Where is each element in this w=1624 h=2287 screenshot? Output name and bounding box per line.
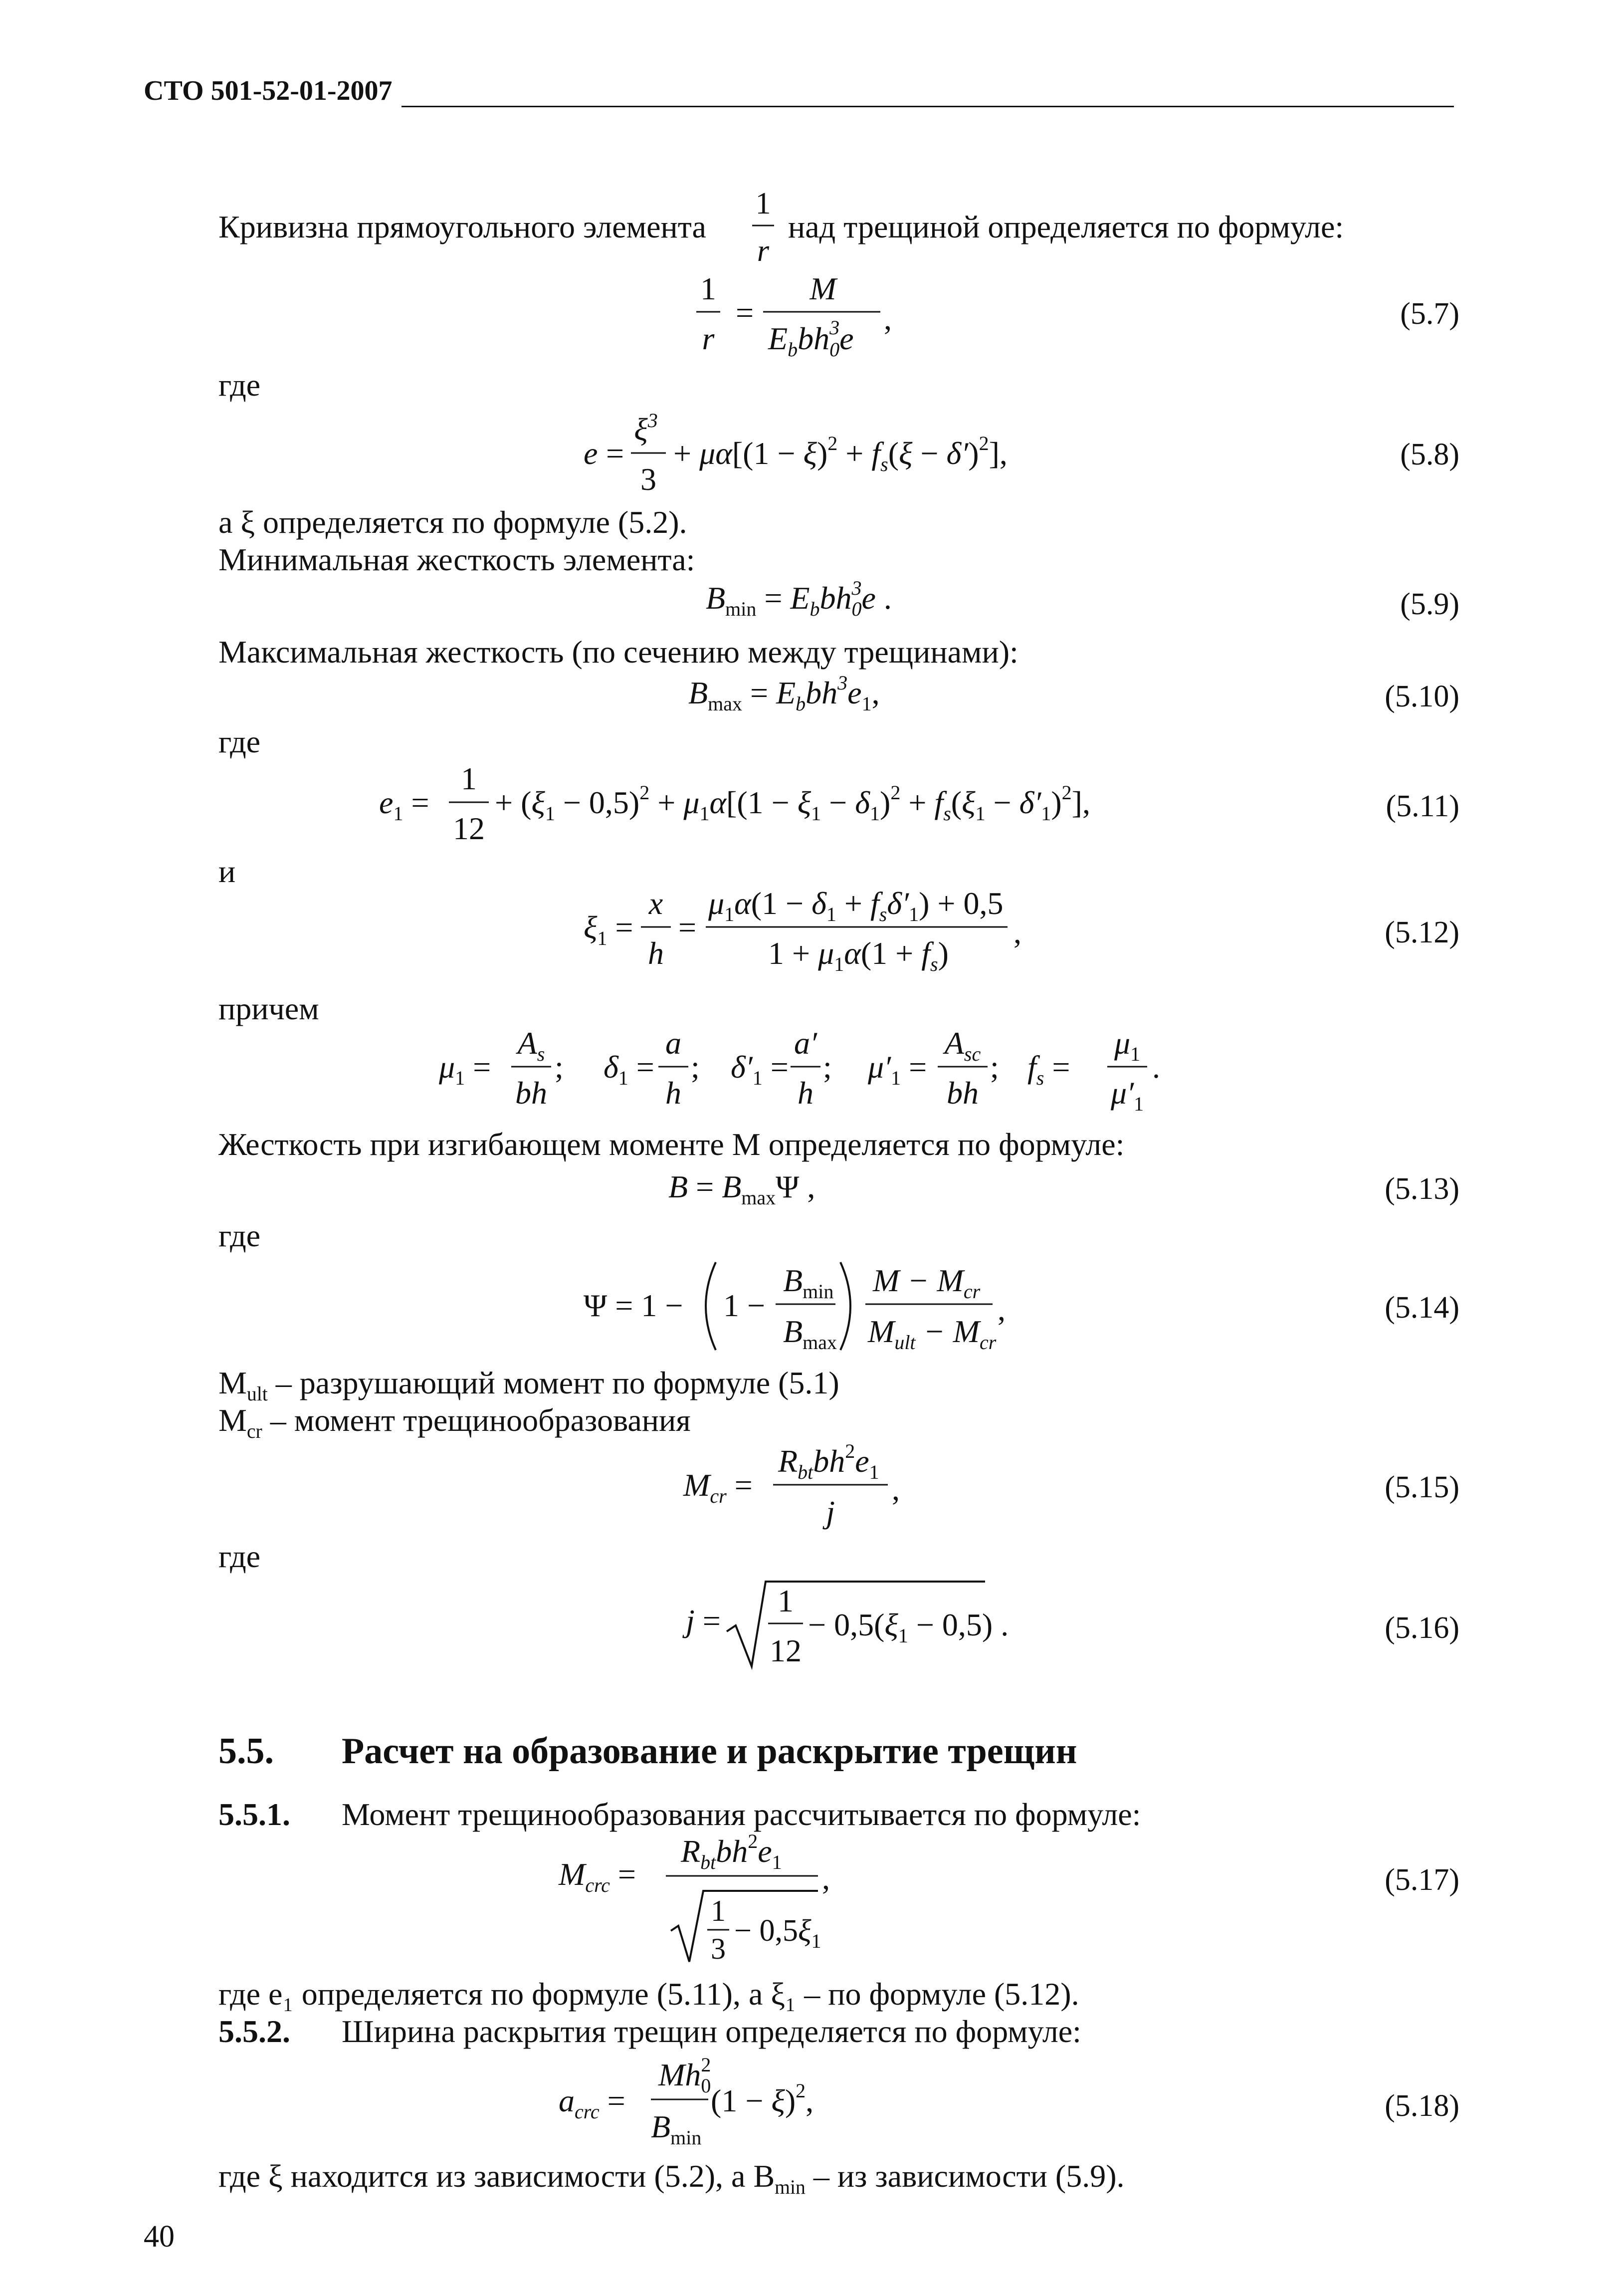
svg-text:acrc =: $a_{crc}$ = xyxy=(559,2083,625,2123)
svg-text:Mh20: Mh$^2$ 0 xyxy=(658,2054,711,2097)
mult-definition: $M_{ult}$ – разрушающий момент по формуле (5.1) xyxy=(218,1365,839,1405)
svg-text:+ (ξ1 − 0,5)2 + μ1α[(1 − ξ1 −: + $(\xi_1 - 0,5)^2 + \mu_1\alpha[(1 - \xi_1 - \delta_1)^2 + f_s(\xi_1 - \delta'_1)^2]$, xyxy=(495,781,1090,825)
subsection-text: Момент трещинообразования рассчитывается по формуле: xyxy=(342,1797,1141,1832)
header-rule xyxy=(402,106,1454,107)
equation-number: (5.15) xyxy=(1385,1470,1459,1504)
equation-number: (5.9) xyxy=(1400,587,1459,621)
where-label: где xyxy=(218,1539,261,1574)
document-code: СТО 501-52-01-2007 xyxy=(144,75,393,106)
svg-text:3: 3 xyxy=(711,1932,726,1965)
formula-5-18 xyxy=(559,2046,838,2160)
equation-number: (5.16) xyxy=(1385,1611,1459,1645)
svg-text:j =: j = xyxy=(686,1603,721,1638)
svg-text:− 0,5(ξ1 − 0,5) .: − $0,5(\xi_1 - 0,5)$ . xyxy=(808,1607,1009,1647)
equation-number: (5.14) xyxy=(1385,1291,1459,1325)
svg-text:,: , xyxy=(998,1292,1006,1327)
svg-text:e: e xyxy=(584,436,598,471)
svg-text:bh: bh xyxy=(515,1075,547,1111)
equation-number: (5.13) xyxy=(1385,1172,1459,1206)
equation-number: (5.11) xyxy=(1386,789,1459,823)
svg-text:r: r xyxy=(702,321,715,356)
svg-text:12: 12 xyxy=(453,811,485,846)
formula-5-11 xyxy=(379,758,1157,858)
svg-text:Bmax = Ebbh3e1,: $B_{max} = E_bbh^3e_1$, xyxy=(688,672,880,715)
svg-text:(1 − ξ)2,: $(1 - \xi)^2$, xyxy=(711,2079,814,2118)
mcr-definition: $M_{cr}$ – момент трещинообразования xyxy=(218,1402,691,1442)
section-title: Расчет на образование и раскрытие трещин xyxy=(342,1731,1077,1772)
equation-number: (5.7) xyxy=(1400,297,1459,331)
svg-text:,: , xyxy=(822,1860,830,1896)
equation-number: (5.18) xyxy=(1385,2089,1459,2123)
svg-text:=: = xyxy=(678,910,697,945)
svg-text:Mcr =: $M_{cr}$ = xyxy=(683,1467,753,1507)
formula-5-9 xyxy=(706,574,965,634)
where-label: где xyxy=(218,367,261,403)
curvature-intro-b: над трещиной определяется по формуле: xyxy=(788,209,1344,244)
curvature-intro-a: Кривизна прямоугольного элемента xyxy=(218,209,706,244)
subsection-number: 5.5.1. xyxy=(218,1797,290,1832)
formula-5-17 xyxy=(559,1826,868,1971)
equation-number: (5.17) xyxy=(1385,1863,1459,1897)
formula-5-13 xyxy=(668,1157,878,1217)
svg-text:Bmax: $B_{max}$ xyxy=(783,1314,837,1354)
svg-text:1: 1 xyxy=(461,761,477,796)
coefficient-definitions xyxy=(439,1018,1177,1123)
svg-text:Bmin: $B_{min}$ xyxy=(651,2109,702,2149)
svg-text:Mcrc =: $M_{crc}$ = xyxy=(559,1856,636,1896)
svg-text:;: ; xyxy=(555,1049,564,1085)
svg-text:a: a xyxy=(665,1025,681,1061)
svg-text:;: ; xyxy=(691,1049,700,1085)
formula-5-8 xyxy=(579,409,1087,509)
svg-text:Rbtbh2e1: $R_{bt}bh^2e_1$ xyxy=(778,1440,879,1483)
max-stiffness-text: Максимальная жесткость (по сечению между трещинами): xyxy=(218,634,1018,670)
svg-text:δ1 =: $\delta_1$ = xyxy=(604,1049,654,1089)
svg-text:r: r xyxy=(757,234,770,268)
page-number: 40 xyxy=(144,2220,175,2254)
svg-text:Bmin: $B_{min}$ xyxy=(783,1263,834,1303)
svg-text:h: h xyxy=(648,935,664,971)
formula-5-10 xyxy=(688,664,968,723)
formula-5-15 xyxy=(683,1437,943,1547)
svg-text:Rbtbh2e1: $R_{bt}bh^2e_1$ xyxy=(681,1830,782,1873)
svg-text:a′: a′ xyxy=(794,1025,817,1061)
formula-5-7 xyxy=(693,264,903,364)
svg-text:μ1 =: $\mu_1$ = xyxy=(439,1049,491,1089)
svg-text:1: 1 xyxy=(700,271,716,306)
svg-text:B = BmaxΨ ,: $B = B_{max}\Psi$ , xyxy=(668,1169,815,1209)
svg-text:,: , xyxy=(1014,915,1021,950)
svg-text:j: j xyxy=(826,1494,835,1530)
svg-text:fs =: $f_s$ = xyxy=(1027,1049,1070,1089)
svg-text:As: $A_s$ xyxy=(517,1025,545,1065)
svg-text:− 0,5ξ1: − $0,5\xi_1$ xyxy=(734,1914,821,1952)
svg-text:μ′1: $\mu'_1$ xyxy=(1110,1075,1144,1115)
svg-text:h: h xyxy=(665,1075,681,1111)
equation-number: (5.8) xyxy=(1400,438,1459,471)
formula-5-16 xyxy=(686,1567,1035,1681)
min-stiffness-text: Минимальная жесткость элемента: xyxy=(218,542,695,577)
formula-5-12 xyxy=(584,878,1062,988)
equation-number: (5.12) xyxy=(1385,915,1459,949)
svg-text:Mult − Mcr: $M_{ult} - M_{cr}$ xyxy=(868,1314,997,1354)
svg-text:μ1α(1 − δ1 + fsδ′1) + 0,5: $\mu_1\alpha(1 - \delta_1 + f_s\delta'_1) + 0,5$ xyxy=(708,886,1004,925)
svg-text:.: . xyxy=(1152,1049,1160,1085)
svg-text:x: x xyxy=(648,886,663,921)
inline-fraction-1-r xyxy=(748,184,778,268)
svg-text:μ1: $\mu_1$ xyxy=(1114,1025,1141,1065)
svg-text:Bmin = Ebbh30e .: $B_{min} = E_bbh^3$ 0e . xyxy=(706,577,892,620)
svg-text:ξ1 =: $\xi_1$ = xyxy=(584,910,633,949)
svg-text:e1 =: $e_1$ = xyxy=(379,785,429,825)
xi-note: а ξ определяется по формуле (5.2). xyxy=(218,504,687,540)
svg-text:;: ; xyxy=(823,1049,832,1085)
svg-text:+ μα[(1 − ξ)2 + fs(ξ − δ′)2],: + $\mu\alpha[(1 - \xi)^2 + f_s(\xi - \delta')^2]$, xyxy=(673,432,1008,475)
svg-text:=: = xyxy=(606,436,624,471)
svg-text:M: M xyxy=(810,271,836,306)
and-label: и xyxy=(218,854,236,889)
svg-text:bh: bh xyxy=(947,1075,979,1111)
svg-text:1: 1 xyxy=(778,1583,794,1618)
svg-text:δ′1 =: $\delta'_1$ = xyxy=(731,1049,789,1089)
svg-text:Asc: $A_{sc}$ xyxy=(944,1025,981,1065)
equation-number: (5.10) xyxy=(1385,680,1459,713)
formula-5-14 xyxy=(584,1247,1032,1367)
svg-text:,: , xyxy=(892,1471,900,1507)
where-label: где xyxy=(218,724,261,759)
svg-text:ξ3: $\xi^3$ xyxy=(634,409,658,447)
final-note: где ξ находится из зависимости (5.2), а $B_{min}$ – из зависимости (5.9). xyxy=(218,2158,1125,2198)
svg-text:μ′1 =: $\mu'_1$ = xyxy=(868,1049,927,1089)
subsection-number: 5.5.2. xyxy=(218,2014,290,2049)
svg-text:M − Mcr: $M - M_{cr}$ xyxy=(873,1263,981,1303)
svg-text:1 + μ1α(1 + fs): $1 + \mu_1\alpha(1 + f_s)$ xyxy=(768,935,949,975)
moreover-label: причем xyxy=(218,991,319,1026)
svg-text:1: 1 xyxy=(755,187,771,221)
e1-note: где е₁ определяется по формуле (5.11), а ξ₁ – по формуле (5.12). xyxy=(218,1976,1079,2012)
svg-text:,: , xyxy=(884,301,892,336)
svg-text:h: h xyxy=(798,1075,813,1111)
where-label: где xyxy=(218,1218,261,1253)
svg-text:3: 3 xyxy=(640,461,656,497)
svg-text:Ψ = 1 −: Ψ = 1 − xyxy=(584,1288,683,1323)
svg-text:;: ; xyxy=(990,1049,999,1085)
section-number: 5.5. xyxy=(218,1731,274,1772)
svg-text:1: 1 xyxy=(711,1894,726,1927)
subsection-text: Ширина раскрытия трещин определяется по формуле: xyxy=(342,2014,1081,2049)
stiffness-M-text: Жесткость при изгибающем моменте М определяется по формуле: xyxy=(218,1127,1125,1162)
svg-text:12: 12 xyxy=(770,1633,802,1668)
svg-text:1 −: 1 − xyxy=(723,1288,766,1323)
svg-text:Ebbh30e: $E_bbh^3$ 0e xyxy=(768,316,854,361)
svg-text:=: = xyxy=(736,295,754,330)
